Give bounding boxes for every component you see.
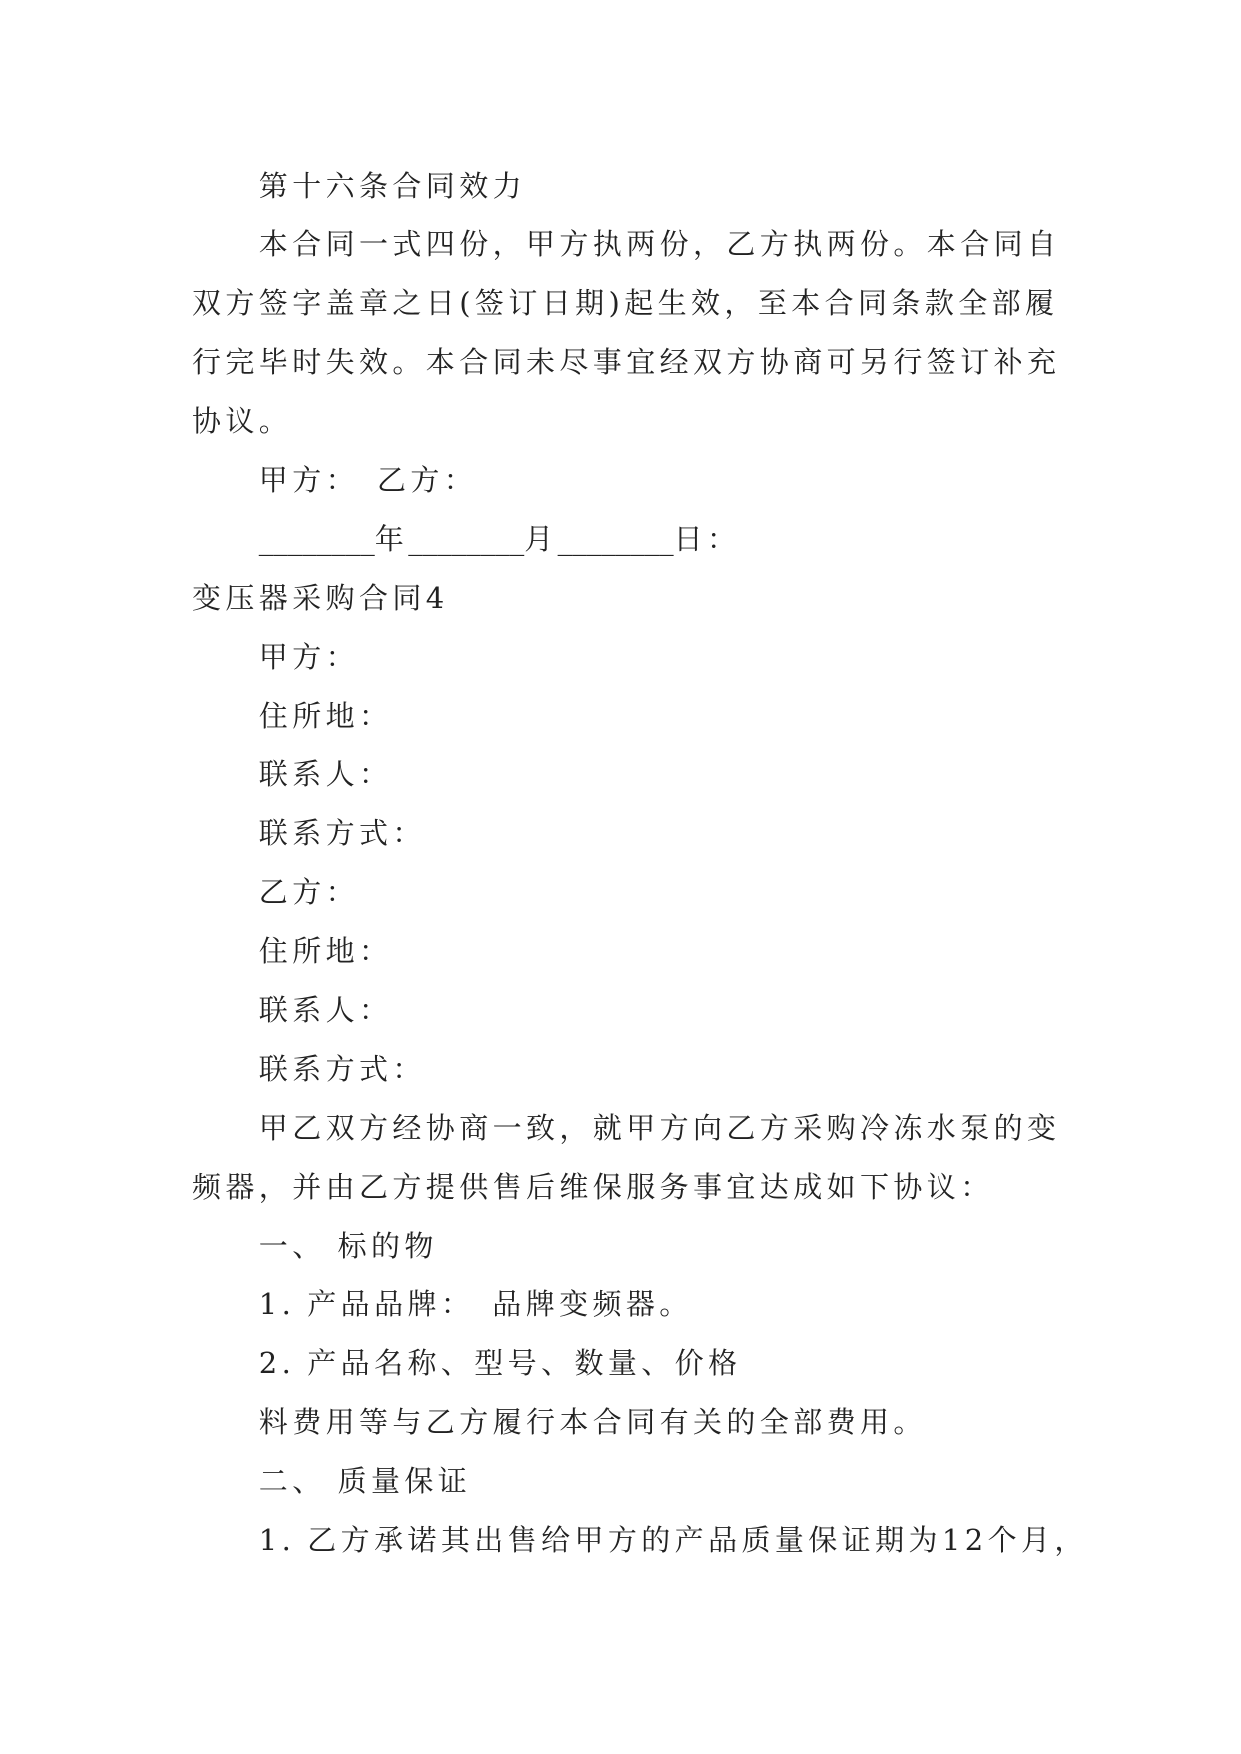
date-line — [192, 510, 1152, 569]
party-b-contact-method-label: 联系方式： — [258, 1051, 426, 1086]
article-16-body-line: 本合同一式四份，甲方执两份，乙方执两份。本合同自 — [258, 227, 1061, 262]
article-16-body-line: 双方签字盖章之日(签订日期)起生效，至本合同条款全部履 — [192, 286, 1059, 321]
section-2-number: 二、 — [258, 1464, 326, 1499]
month-label: 月 — [524, 521, 558, 556]
document-page — [192, 157, 1152, 1570]
month-blank: ________ — [408, 521, 525, 556]
product-brand-label: 产品品牌： — [307, 1287, 475, 1322]
item-number: 1. — [258, 1522, 296, 1557]
party-b-contact-label: 联系人： — [258, 992, 393, 1027]
section-1-item-2 — [192, 1334, 1152, 1393]
party-b-label: 乙方： — [258, 875, 359, 910]
signature-line — [192, 451, 1152, 510]
section-2-item-1 — [192, 1511, 1152, 1570]
party-a-contact-label: 联系人： — [258, 757, 393, 792]
party-b-signature-label: 乙方： — [377, 462, 478, 497]
party-a-signature-label: 甲方： — [258, 462, 359, 497]
party-a-label: 甲方： — [258, 639, 359, 674]
section-1-item-1 — [192, 1275, 1152, 1334]
contract-title: 变压器采购合同4 — [192, 580, 449, 615]
day-blank: ________ — [557, 521, 674, 556]
article-16-heading: 第十六条合同效力 — [258, 168, 526, 203]
article-16-body-line: 行完毕时失效。本合同未尽事宜经双方协商可另行签订补充 — [192, 345, 1061, 380]
year-label: 年 — [374, 521, 409, 556]
day-label: 日： — [673, 521, 741, 556]
party-a-contact-method-label: 联系方式： — [258, 816, 426, 851]
preamble-line: 频器，并由乙方提供售后维保服务事宜达成如下协议： — [192, 1169, 994, 1204]
section-1-heading — [192, 1217, 1152, 1276]
year-blank: ________ — [258, 521, 375, 556]
section-1-note: 料费用等与乙方履行本合同有关的全部费用。 — [258, 1405, 927, 1440]
item-number: 2. — [258, 1346, 296, 1381]
party-a-address-label: 住所地： — [258, 698, 393, 733]
section-2-heading — [192, 1452, 1152, 1511]
section-2-title: 质量保证 — [337, 1464, 472, 1499]
preamble-line: 甲乙双方经协商一致，就甲方向乙方采购冷冻水泵的变 — [258, 1110, 1061, 1145]
section-1-number: 一、 — [258, 1228, 326, 1263]
item-text: 乙方承诺其出售给甲方的产品质量保证期为12个月， — [307, 1522, 1088, 1557]
item-number: 1. — [258, 1287, 296, 1322]
party-b-address-label: 住所地： — [258, 934, 393, 969]
article-16-body-line: 协议。 — [192, 404, 293, 439]
product-brand-value: 品牌变频器。 — [492, 1287, 693, 1322]
section-1-title: 标的物 — [337, 1228, 438, 1263]
item-text: 产品名称、型号、数量、价格 — [307, 1346, 742, 1381]
